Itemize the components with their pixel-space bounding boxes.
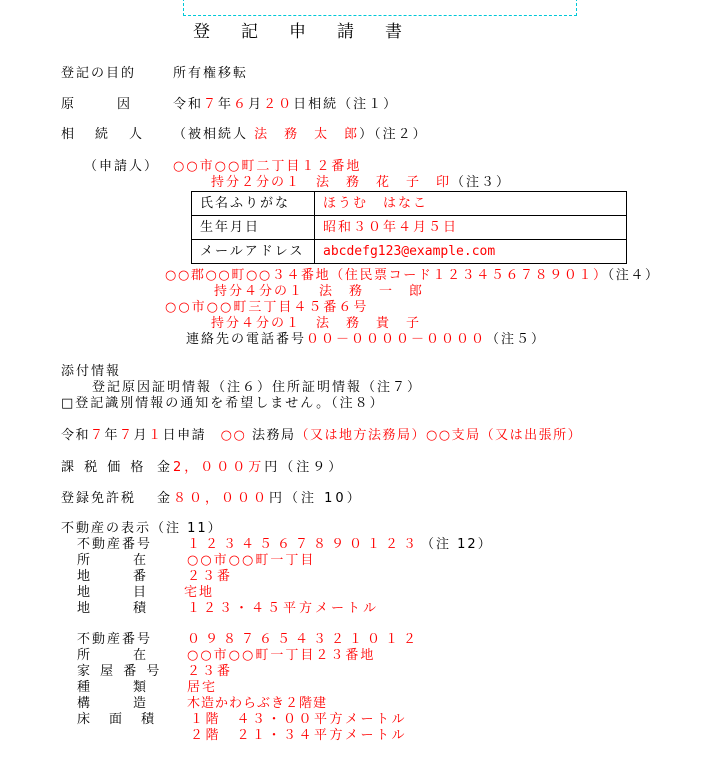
- tax-value-label: 課 税 価 格: [61, 460, 147, 475]
- building-type[interactable]: 居宅: [187, 680, 218, 695]
- building-structure[interactable]: 木造かわらぶき２階建: [187, 696, 328, 711]
- application-year[interactable]: ７: [90, 428, 105, 443]
- building-key: 不動産番号: [77, 632, 153, 647]
- building-key: 床 面 積: [77, 712, 158, 727]
- phone-label: 連絡先の電話番号: [186, 332, 307, 347]
- title-char: 登: [193, 22, 210, 42]
- building-property-number[interactable]: ０９８７６５４３２１０１２: [187, 632, 422, 647]
- note: 円（注 10）: [269, 491, 363, 506]
- attachments-label: 添付情報: [61, 364, 122, 379]
- text: 月: [248, 97, 264, 112]
- applicant-2-share-name[interactable]: 持分４分の１ 法 務 一 郎: [214, 284, 425, 299]
- building-location[interactable]: ○○市○○町一丁目２３番地: [187, 648, 376, 663]
- building-house-number[interactable]: ２３番: [187, 664, 233, 679]
- cause-day[interactable]: ２０: [263, 97, 294, 112]
- building-floor-2-area[interactable]: ２階 ２１・３４平方メートル: [190, 728, 408, 743]
- note: （注 12）: [421, 537, 493, 552]
- applicant-3-address[interactable]: ○○市○○町三丁目４５番６号: [165, 300, 369, 315]
- registration-tax-line: [157, 491, 363, 507]
- text: 年: [218, 97, 234, 112]
- land-property-number[interactable]: １２３４５６７８９０１２３: [187, 537, 422, 552]
- registration-tax-label: 登録免許税: [61, 491, 137, 506]
- phone-value[interactable]: ００－００００－００００: [306, 332, 487, 347]
- table-key: メールアドレス: [192, 240, 315, 264]
- text: 日申請: [162, 428, 207, 443]
- applicant-address[interactable]: ○○市○○町二丁目１２番地: [173, 159, 362, 174]
- note: （注４）: [607, 268, 660, 283]
- purpose-label: 登記の目的: [61, 66, 137, 81]
- applicant-2-address-line: [165, 268, 660, 284]
- land-key: 地 積: [77, 601, 148, 616]
- office-name[interactable]: ○○: [220, 428, 247, 443]
- cause-month[interactable]: ６: [233, 97, 249, 112]
- registration-tax-amount[interactable]: ８０，０００: [173, 491, 270, 506]
- application-day[interactable]: １: [148, 428, 163, 443]
- application-month[interactable]: ７: [119, 428, 134, 443]
- text: 金: [157, 491, 174, 506]
- land-key: 地 番: [77, 569, 148, 584]
- title-char: 請: [337, 22, 354, 42]
- land-key: 所 在: [77, 553, 148, 568]
- building-key: 所 在: [77, 648, 148, 663]
- applicant-3-share-name[interactable]: 持分４分の１ 法 務 貴 子: [211, 316, 422, 331]
- building-key: 種 類: [77, 680, 148, 695]
- title-char: 申: [289, 22, 306, 42]
- applicant-label: （申請人）: [84, 159, 160, 174]
- building-key: 構 造: [77, 696, 148, 711]
- furigana-value[interactable]: ほうむ はなこ: [315, 192, 627, 216]
- application-line: [61, 428, 582, 444]
- land-lot-number[interactable]: ２３番: [187, 569, 233, 584]
- note: （注３）: [451, 175, 512, 190]
- text: 月: [133, 428, 149, 443]
- table-row: [192, 192, 627, 216]
- heir-value: [173, 127, 428, 143]
- property-label: 不動産の表示（注 11）: [61, 521, 223, 536]
- building-key: 家 屋 番 号: [77, 664, 163, 679]
- no-notification-checkbox[interactable]: □登記識別情報の通知を希望しません。（注８）: [61, 396, 385, 411]
- applicant-share-name[interactable]: 持分２分の１ 法 務 花 子 印: [211, 175, 452, 190]
- phone-line: [186, 332, 546, 348]
- text: 日相続（注１）: [293, 97, 399, 112]
- stamp-area-guide: [183, 0, 577, 16]
- text: 年: [104, 428, 120, 443]
- heir-label: 相 続 人: [61, 127, 147, 142]
- birthdate-value[interactable]: 昭和３０年４月５日: [315, 216, 627, 240]
- table-key: 生年月日: [192, 216, 315, 240]
- applicant-info-table: [191, 191, 627, 264]
- table-row: [192, 216, 627, 240]
- land-number-line: [187, 537, 493, 553]
- text: 令和: [61, 428, 91, 443]
- table-key: 氏名ふりがな: [192, 192, 315, 216]
- land-location[interactable]: ○○市○○町一丁目: [187, 553, 316, 568]
- applicant-2-address[interactable]: ○○郡○○町○○３４番地（住民票コード１２３４５６７８９０１）: [165, 268, 608, 283]
- text: 金: [157, 460, 174, 475]
- note: 円（注９）: [264, 460, 345, 475]
- land-key: 不動産番号: [77, 537, 153, 552]
- note: （注５）: [486, 332, 547, 347]
- land-category[interactable]: 宅地: [184, 585, 215, 600]
- office-branch[interactable]: （又は地方法務局）○○支局（又は出張所）: [295, 428, 583, 443]
- land-key: 地 目: [77, 585, 148, 600]
- land-area[interactable]: １２３・４５平方メートル: [187, 601, 380, 616]
- email-value[interactable]: abcdefg123@example.com: [315, 240, 627, 264]
- applicant-share-line: [211, 175, 511, 191]
- cause-label: 原 因: [61, 97, 132, 112]
- text: ）（注２）: [359, 127, 428, 142]
- title-char: 書: [385, 22, 402, 42]
- cause-value: [173, 97, 398, 113]
- purpose-value: 所有権移転: [173, 66, 249, 81]
- cause-year[interactable]: ７: [203, 97, 219, 112]
- table-row: [192, 240, 627, 264]
- tax-value-line: [157, 460, 344, 476]
- text: 法務局: [251, 428, 296, 443]
- text: 令和: [173, 97, 204, 112]
- deceased-name[interactable]: 法 務 太 郎: [254, 127, 360, 142]
- title-char: 記: [241, 22, 258, 42]
- text: （被相続人: [173, 127, 249, 142]
- attachments-items: 登記原因証明情報（注６）住所証明情報（注７）: [92, 380, 423, 395]
- page-title: [193, 21, 433, 43]
- tax-value-amount[interactable]: 2，０００万: [173, 460, 265, 475]
- building-floor-1-area[interactable]: １階 ４３・００平方メートル: [190, 712, 408, 727]
